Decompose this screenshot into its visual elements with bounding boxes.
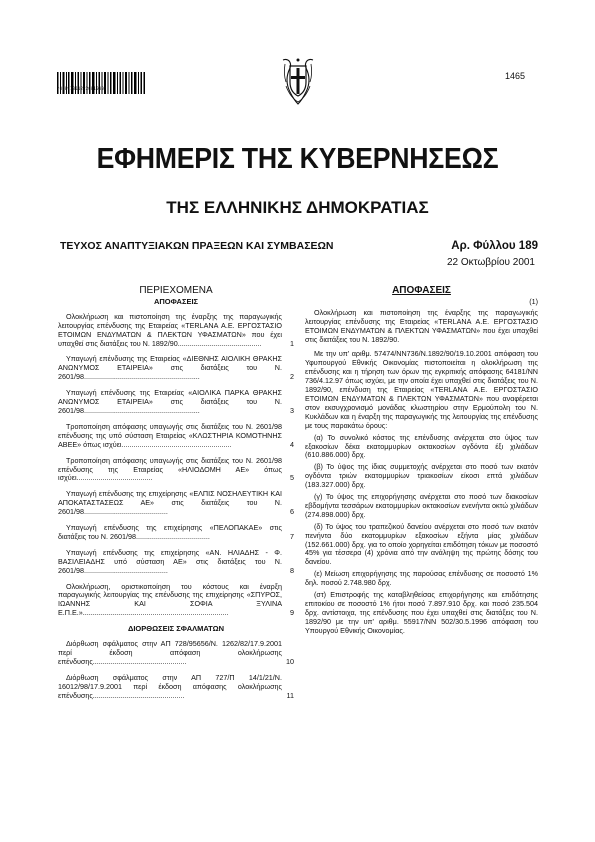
contents-entry: Τροποποίηση απόφασης υπαγωγής στις διατάξεις του Ν. 2601/98 επένδυσης της υπό σύσταση Εταιρείας «ΚΛΩΣΤΗΡΙΑ ΚΟΜΟΤΗΝΗΣ ΑΒΕΕ» όπως ισχύει....................................................... 4 [58, 421, 294, 449]
contents-entry: Τροποποίηση απόφασης υπαγωγής στις διατάξεις του Ν. 2601/98 επένδυσης της Εταιρείας «ΗΛΙΟΔΟΜΗ ΑΕ» όπως ισχύει...................................... 5 [58, 455, 294, 483]
contents-section-decisions: ΑΠΟΦΑΣΕΙΣ [153, 296, 199, 306]
decision-paragraph: (α) Το συνολικό κόστος της επένδυσης ανέρχεται στο ύψος των εξακοσίων δέκα εκατομμυρίων οκτακοσίων ογδόντα έξι χιλιάδων (610.886.000) δρχ. [305, 432, 538, 460]
contents-correction: Διόρθωση σφάλματος στην ΑΠ 727/Π 14/1/21/Ν. 16012/98/17.9.2001 περί έκδοση απόφασης ολοκλήρωσης επένδυσης.............................................. 11 [58, 672, 294, 700]
decision-paragraph: (β) Το ύψος της ίδιας συμμετοχής ανέρχεται στο ποσό των εκατόν ογδόντα τριών εκατομμυρίων τριακοσίων είκοσι επτά χιλιάδων (183.327.000) δρχ. [305, 462, 538, 490]
contents-entry: Υπαγωγή επένδυσης της Εταιρείας «ΑΙΟΛΙΚΑ ΠΑΡΚΑ ΘΡΑΚΗΣ ΑΝΩΝΥΜΟΣ ΕΤΑΙΡΕΙΑ» στις διατάξεις του Ν. 2601/98.......................................................... 3 [58, 388, 294, 415]
contents-entry: Υπαγωγή επένδυσης της επιχείρησης «ΑΝ. ΗΛΙΑΔΗΣ - Φ. ΒΑΣΙΛΕΙΑΔΗΣ υπό σύσταση ΑΕ» στις διατάξεις του Ν. 2601/98.......................................... 8 [58, 547, 294, 575]
issue-line [60, 240, 538, 252]
contents-title: ΠΕΡΙΕΧΟΜΕΝΑ [139, 285, 213, 296]
sheet-number: Αρ. Φύλλου 189 [451, 240, 538, 252]
decisions-column [305, 287, 538, 637]
decision-number: (1) [529, 296, 538, 306]
decision-paragraph: (δ) Το ύψος του τραπεζικού δανείου ανέρχεται στο ποσό των εκατόν πενήντα δύο εκατομμυρίων εξακοσίων εξήντα μίας χιλιάδων (152.661.000) δρχ. για το οποίο χορηγείται επιδότηση τόκων με ποσοστό 45% για τέσσερα (4) χρόνια από την ανάληψη της πρώτης δόσης του δανείου. [305, 521, 538, 567]
contents-entry: Υπαγωγή επένδυσης της επιχείρησης «ΠΕΛΟΠΑΚΑΕ» στις διατάξεις του Ν. 2601/98..................................... 7 [58, 523, 294, 541]
greek-emblem-icon [280, 56, 316, 106]
decision-paragraph: (στ) Επιστροφής της καταβληθείσας επιχορήγησης και επιδότησης επιτοκίου σε ποσοστό 1% ήτοι ποσό 7.897.910 δρχ. και ποσό 235.504 δρχ. αντίστοιχα, της επένδυσης που έχει υπαχθεί στις διατάξεις του Ν. 1892/90 με την υπ' αριθμ. 55917/ΝΝ 502/30.5.1996 απόφαση του Υπουργού Εθνικής Οικονομίας. [305, 590, 538, 635]
contents-correction: Διόρθωση σφάλματος στην ΑΠ 728/95656/Ν. 1262/82/17.9.2001 περί έκδοση απόφαση ολοκλήρωσης επένδυσης............................................... 10 [58, 639, 294, 666]
decision-paragraph: (γ) Το ύψος της επιχορήγησης ανέρχεται στο ποσό των διακοσίων εβδομήντα τεσσάρων εκατομμυρίων οκτακοσίων ενενήντα οκτώ χιλιάδων (274.898.000) δρχ. [305, 492, 538, 519]
decision-paragraph: Με την υπ' αριθμ. 57474/ΝΝ736/Ν.1892/90/19.10.2001 απόφαση του Υφυπουργού Εθνικής Οικονομίας πιστοποιείται η ολοκλήρωση της επένδυσης και η τήρηση των όρων της εγκριτικής απόφασης 64181/ΝΝ 736/4.12.97 όπως ισχύει, με την οποία έχει υπαχθεί στις διατάξεις του Ν. 1892/90, επένδυση της Εταιρείας «TERLANA Α.Ε. ΕΡΓΟΣΤΑΣΙΟ ΕΤΟΙΜΩΝ ΕΝΔΥΜΑΤΩΝ & ΠΛΕΚΤΩΝ ΥΦΑΣΜΑΤΩΝ» που αναφέρεται στον εκσυγχρονισμό μονάδας κλωστηρίου στην Ερμούπολη του Ν. Κυκλάδων και η έναρξη της παραγωγικής της λειτουργίας της επένδυσης με τους παρακάτω όρους: [305, 349, 538, 430]
gazette-subtitle: ΤΗΣ ΕΛΛΗΝΙΚΗΣ ΔΗΜΟΚΡΑΤΙΑΣ [166, 198, 429, 217]
contents-entry: Ολοκλήρωση, οριστικοποίηση του κόστους και έναρξη παραγωγικής λειτουργίας της επένδυσης της επιχείρησης «ΣΠΥΡΟΣ, ΙΩΑΝΝΗΣ ΚΑΙ ΣΟΦΙΑ ΞΥΛΙΝΑ Ε.Π.Ε.»......................................................................... 9 [58, 581, 294, 618]
contents-entry: Ολοκλήρωση και πιστοποίηση της έναρξης της παραγωγικής λειτουργίας επένδυσης της Εταιρείας «TERLANA Α.Ε. ΕΡΓΟΣΤΑΣΙΟ ΕΤΟΙΜΩΝ ΕΝΔΥΜΑΤΩΝ & ΠΛΕΚΤΩΝ ΥΦΑΣΜΑΤΩΝ» που έχει υπαχθεί στις διατάξεις του Ν. 1892/90.......................................... 1 [58, 311, 294, 348]
gazette-title: ΕΦΗΜΕΡΙΣ ΤΗΣ ΚΥΒΕΡΝΗΣΕΩΣ [96, 143, 499, 175]
page-number: 1465 [505, 71, 526, 81]
issue-type: ΤΕΥΧΟΣ ΑΝΑΠΤΥΞΙΑΚΩΝ ΠΡΑΞΕΩΝ ΚΑΙ ΣΥΜΒΑΣΕΩΝ [60, 240, 334, 252]
contents-column [58, 287, 294, 708]
issue-date: 22 Οκτωβρίου 2001 [446, 257, 535, 268]
decisions-title: ΑΠΟΦΑΣΕΙΣ [392, 285, 451, 296]
contents-entry: Υπαγωγή επένδυσης της Εταιρείας «ΔΙΕΘΝΗΣ ΑΙΟΛΙΚΗ ΘΡΑΚΗΣ ΑΝΩΝΥΜΟΣ ΕΤΑΙΡΕΙΑ» στις διατάξεις του Ν. 2601/98.......................................................... 2 [58, 354, 294, 382]
decision-heading: Ολοκλήρωση και πιστοποίηση της έναρξης της παραγωγικής λειτουργίας επένδυσης της Εταιρείας «TERLANA Α.Ε. ΕΡΓΟΣΤΑΣΙΟ ΕΤΟΙΜΩΝ ΕΝΔΥΜΑΤΩΝ & ΠΛΕΚΤΩΝ ΥΦΑΣΜΑΤΩΝ» που έχει υπαχθεί στις διατάξεις του Ν. 1892/90. [305, 307, 538, 344]
barcode-text: *01891011222001000* [57, 86, 107, 91]
contents-entry: Υπαγωγή επένδυσης της επιχείρησης «ΕΛΠΙΣ ΝΟΣΗΛΕΥΤΙΚΗ ΚΑΙ ΑΠΟΚΑΤΑΣΤΑΣΕΩΣ ΑΕ» στις διατάξεις του Ν. 2601/98.......................................... 6 [58, 489, 294, 517]
decision-paragraph: (ε) Μείωση επιχορήγησης της παρούσας επένδυσης σε ποσοστό 1% δηλ. ποσού 2.748.980 δρχ. [305, 569, 538, 588]
contents-section-corrections: ΔΙΟΡΘΩΣΕΙΣ ΣΦΑΛΜΑΤΩΝ [127, 624, 225, 634]
